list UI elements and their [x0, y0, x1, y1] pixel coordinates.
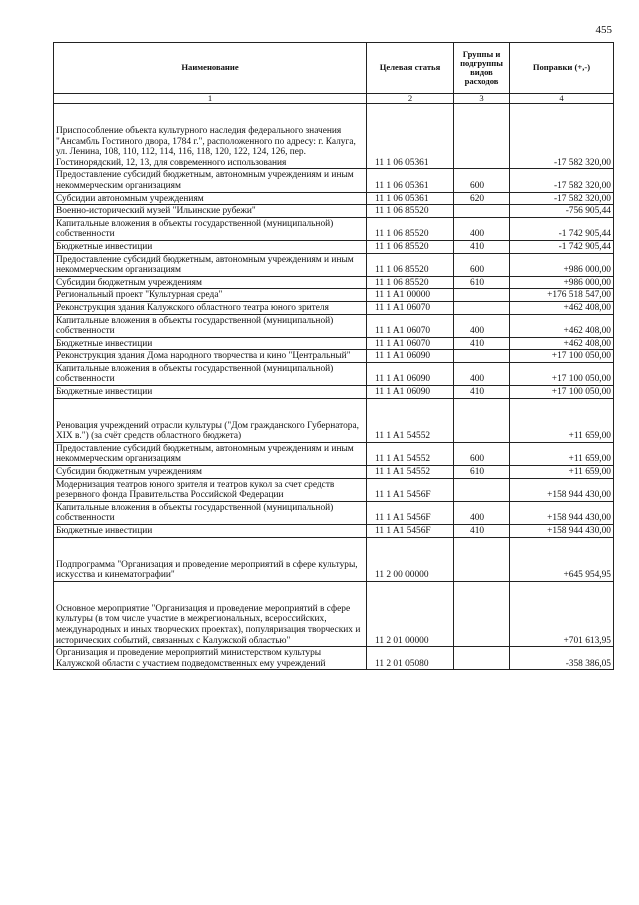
row-amendment-amount: +462 408,00 — [510, 337, 614, 350]
page-number: 455 — [595, 24, 612, 36]
row-target-article: 11 1 A1 00000 — [367, 289, 454, 302]
table-row — [54, 350, 614, 363]
table-body — [54, 104, 614, 670]
row-expense-group — [454, 398, 510, 442]
table-row — [54, 398, 614, 442]
row-expense-group — [454, 301, 510, 314]
row-amendment-amount: +176 518 547,00 — [510, 289, 614, 302]
row-target-article: 11 1 06 85520 — [367, 253, 454, 276]
row-expense-group — [454, 104, 510, 169]
header-name: Наименование — [54, 43, 367, 94]
row-expense-group: 410 — [454, 525, 510, 538]
row-name: Капитальные вложения в объекты государственной (муниципальной) собственности — [54, 362, 367, 385]
table-row — [54, 205, 614, 218]
table-row — [54, 104, 614, 169]
row-expense-group — [454, 537, 510, 581]
table-row — [54, 581, 614, 646]
row-target-article: 11 1 A1 06070 — [367, 301, 454, 314]
row-name: Бюджетные инвестиции — [54, 386, 367, 399]
table-row — [54, 289, 614, 302]
row-target-article: 11 1 A1 54552 — [367, 398, 454, 442]
row-target-article: 11 2 00 00000 — [367, 537, 454, 581]
row-expense-group: 610 — [454, 466, 510, 479]
row-amendment-amount: +11 659,00 — [510, 398, 614, 442]
row-expense-group: 400 — [454, 314, 510, 337]
table-row — [54, 537, 614, 581]
table-row — [54, 169, 614, 192]
table-row — [54, 442, 614, 465]
row-name: Модернизация театров юного зрителя и театров кукол за счет средств резервного фонда Правительства Российской Федерации — [54, 478, 367, 501]
row-amendment-amount: +462 408,00 — [510, 314, 614, 337]
row-name: Субсидии бюджетным учреждениям — [54, 466, 367, 479]
row-target-article: 11 1 06 05361 — [367, 192, 454, 205]
row-target-article: 11 1 A1 06090 — [367, 362, 454, 385]
row-amendment-amount: +462 408,00 — [510, 301, 614, 314]
row-name: Реновация учреждений отрасли культуры ("Дом гражданского Губернатора, XIX в.") (за счёт средств областного бюджета) — [54, 398, 367, 442]
row-name: Реконструкция здания Калужского областного театра юного зрителя — [54, 301, 367, 314]
row-expense-group — [454, 647, 510, 670]
row-amendment-amount: +158 944 430,00 — [510, 478, 614, 501]
header-amendments: Поправки (+,-) — [510, 43, 614, 94]
table-row — [54, 192, 614, 205]
table-row — [54, 337, 614, 350]
row-target-article: 11 1 A1 5456F — [367, 525, 454, 538]
table-row — [54, 362, 614, 385]
row-expense-group: 400 — [454, 501, 510, 524]
row-amendment-amount: +645 954,95 — [510, 537, 614, 581]
row-expense-group: 410 — [454, 337, 510, 350]
row-name: Субсидии автономным учреждениям — [54, 192, 367, 205]
row-expense-group: 600 — [454, 253, 510, 276]
row-expense-group: 620 — [454, 192, 510, 205]
row-amendment-amount: +17 100 050,00 — [510, 362, 614, 385]
row-amendment-amount: +701 613,95 — [510, 581, 614, 646]
row-target-article: 11 1 06 85520 — [367, 276, 454, 289]
table-row — [54, 314, 614, 337]
row-target-article: 11 1 06 85520 — [367, 217, 454, 240]
table-row — [54, 525, 614, 538]
row-amendment-amount: +986 000,00 — [510, 253, 614, 276]
row-amendment-amount: +11 659,00 — [510, 442, 614, 465]
header-target-article: Целевая статья — [367, 43, 454, 94]
row-target-article: 11 1 A1 06090 — [367, 386, 454, 399]
row-name: Военно-исторический музей "Ильинские рубежи" — [54, 205, 367, 218]
row-target-article: 11 1 06 85520 — [367, 240, 454, 253]
row-target-article: 11 1 A1 5456F — [367, 478, 454, 501]
column-number: 2 — [367, 94, 454, 104]
row-name: Бюджетные инвестиции — [54, 525, 367, 538]
row-name: Капитальные вложения в объекты государственной (муниципальной) собственности — [54, 217, 367, 240]
table-row — [54, 301, 614, 314]
row-name: Субсидии бюджетным учреждениям — [54, 276, 367, 289]
row-target-article: 11 1 A1 5456F — [367, 501, 454, 524]
row-expense-group: 400 — [454, 362, 510, 385]
row-expense-group: 600 — [454, 169, 510, 192]
row-expense-group — [454, 289, 510, 302]
row-target-article: 11 1 A1 06070 — [367, 314, 454, 337]
row-target-article: 11 1 06 05361 — [367, 169, 454, 192]
row-target-article: 11 1 A1 06090 — [367, 350, 454, 363]
row-amendment-amount: -756 905,44 — [510, 205, 614, 218]
row-amendment-amount: -358 386,05 — [510, 647, 614, 670]
row-expense-group: 600 — [454, 442, 510, 465]
row-amendment-amount: +11 659,00 — [510, 466, 614, 479]
row-name: Подпрограмма "Организация и проведение мероприятий в сфере культуры, искусства и кинематографии" — [54, 537, 367, 581]
row-name: Приспособление объекта культурного наследия федерального значения "Ансамбль Гостиного двора, 1784 г.", расположенного по адресу: г. Калуга, ул. Ленина, 108, 110, 112, 114, 116, 118, 120, 122, 124, 126, пер. Гостинорядский, 12, 13, для современного использования — [54, 104, 367, 169]
table-row — [54, 240, 614, 253]
table-row — [54, 501, 614, 524]
row-name: Предоставление субсидий бюджетным, автономным учреждениям и иным некоммерческим организациям — [54, 442, 367, 465]
row-expense-group — [454, 205, 510, 218]
column-number: 4 — [510, 94, 614, 104]
row-expense-group: 410 — [454, 240, 510, 253]
row-amendment-amount: -17 582 320,00 — [510, 192, 614, 205]
row-amendment-amount: -17 582 320,00 — [510, 104, 614, 169]
row-amendment-amount: +158 944 430,00 — [510, 501, 614, 524]
row-expense-group — [454, 350, 510, 363]
row-amendment-amount: +17 100 050,00 — [510, 350, 614, 363]
column-number: 1 — [54, 94, 367, 104]
row-amendment-amount: +986 000,00 — [510, 276, 614, 289]
row-target-article: 11 1 06 05361 — [367, 104, 454, 169]
row-name: Предоставление субсидий бюджетным, автономным учреждениям и иным некоммерческим организациям — [54, 253, 367, 276]
row-expense-group: 410 — [454, 386, 510, 399]
header-expense-groups: Группы и подгруппы видов расходов — [454, 43, 510, 94]
table-row — [54, 253, 614, 276]
row-name: Региональный проект "Культурная среда" — [54, 289, 367, 302]
row-amendment-amount: -1 742 905,44 — [510, 217, 614, 240]
column-number: 3 — [454, 94, 510, 104]
row-target-article: 11 1 06 85520 — [367, 205, 454, 218]
row-amendment-amount: -17 582 320,00 — [510, 169, 614, 192]
row-name: Бюджетные инвестиции — [54, 240, 367, 253]
table-row — [54, 466, 614, 479]
row-expense-group — [454, 478, 510, 501]
row-name: Организация и проведение мероприятий министерством культуры Калужской области с участием подведомственных ему учреждений — [54, 647, 367, 670]
row-target-article: 11 1 A1 06070 — [367, 337, 454, 350]
row-name: Капитальные вложения в объекты государственной (муниципальной) собственности — [54, 314, 367, 337]
table-row — [54, 276, 614, 289]
row-amendment-amount: +158 944 430,00 — [510, 525, 614, 538]
row-amendment-amount: +17 100 050,00 — [510, 386, 614, 399]
row-expense-group: 400 — [454, 217, 510, 240]
row-name: Основное мероприятие "Организация и проведение мероприятий в сфере культуры (в том числе участие в межрегиональных, всероссийских, международных и иных творческих проектах), популяризация творческих и исторических событий, связанных с Калужской областью" — [54, 581, 367, 646]
row-target-article: 11 1 A1 54552 — [367, 466, 454, 479]
table-row — [54, 647, 614, 670]
budget-amendments-table — [53, 42, 614, 670]
table-row — [54, 478, 614, 501]
row-name: Капитальные вложения в объекты государственной (муниципальной) собственности — [54, 501, 367, 524]
row-target-article: 11 1 A1 54552 — [367, 442, 454, 465]
row-amendment-amount: -1 742 905,44 — [510, 240, 614, 253]
row-name: Предоставление субсидий бюджетным, автономным учреждениям и иным некоммерческим организациям — [54, 169, 367, 192]
row-target-article: 11 2 01 05080 — [367, 647, 454, 670]
table-row — [54, 386, 614, 399]
table-row — [54, 217, 614, 240]
row-target-article: 11 2 01 00000 — [367, 581, 454, 646]
row-name: Бюджетные инвестиции — [54, 337, 367, 350]
row-expense-group — [454, 581, 510, 646]
row-expense-group: 610 — [454, 276, 510, 289]
row-name: Реконструкция здания Дома народного творчества и кино "Центральный" — [54, 350, 367, 363]
